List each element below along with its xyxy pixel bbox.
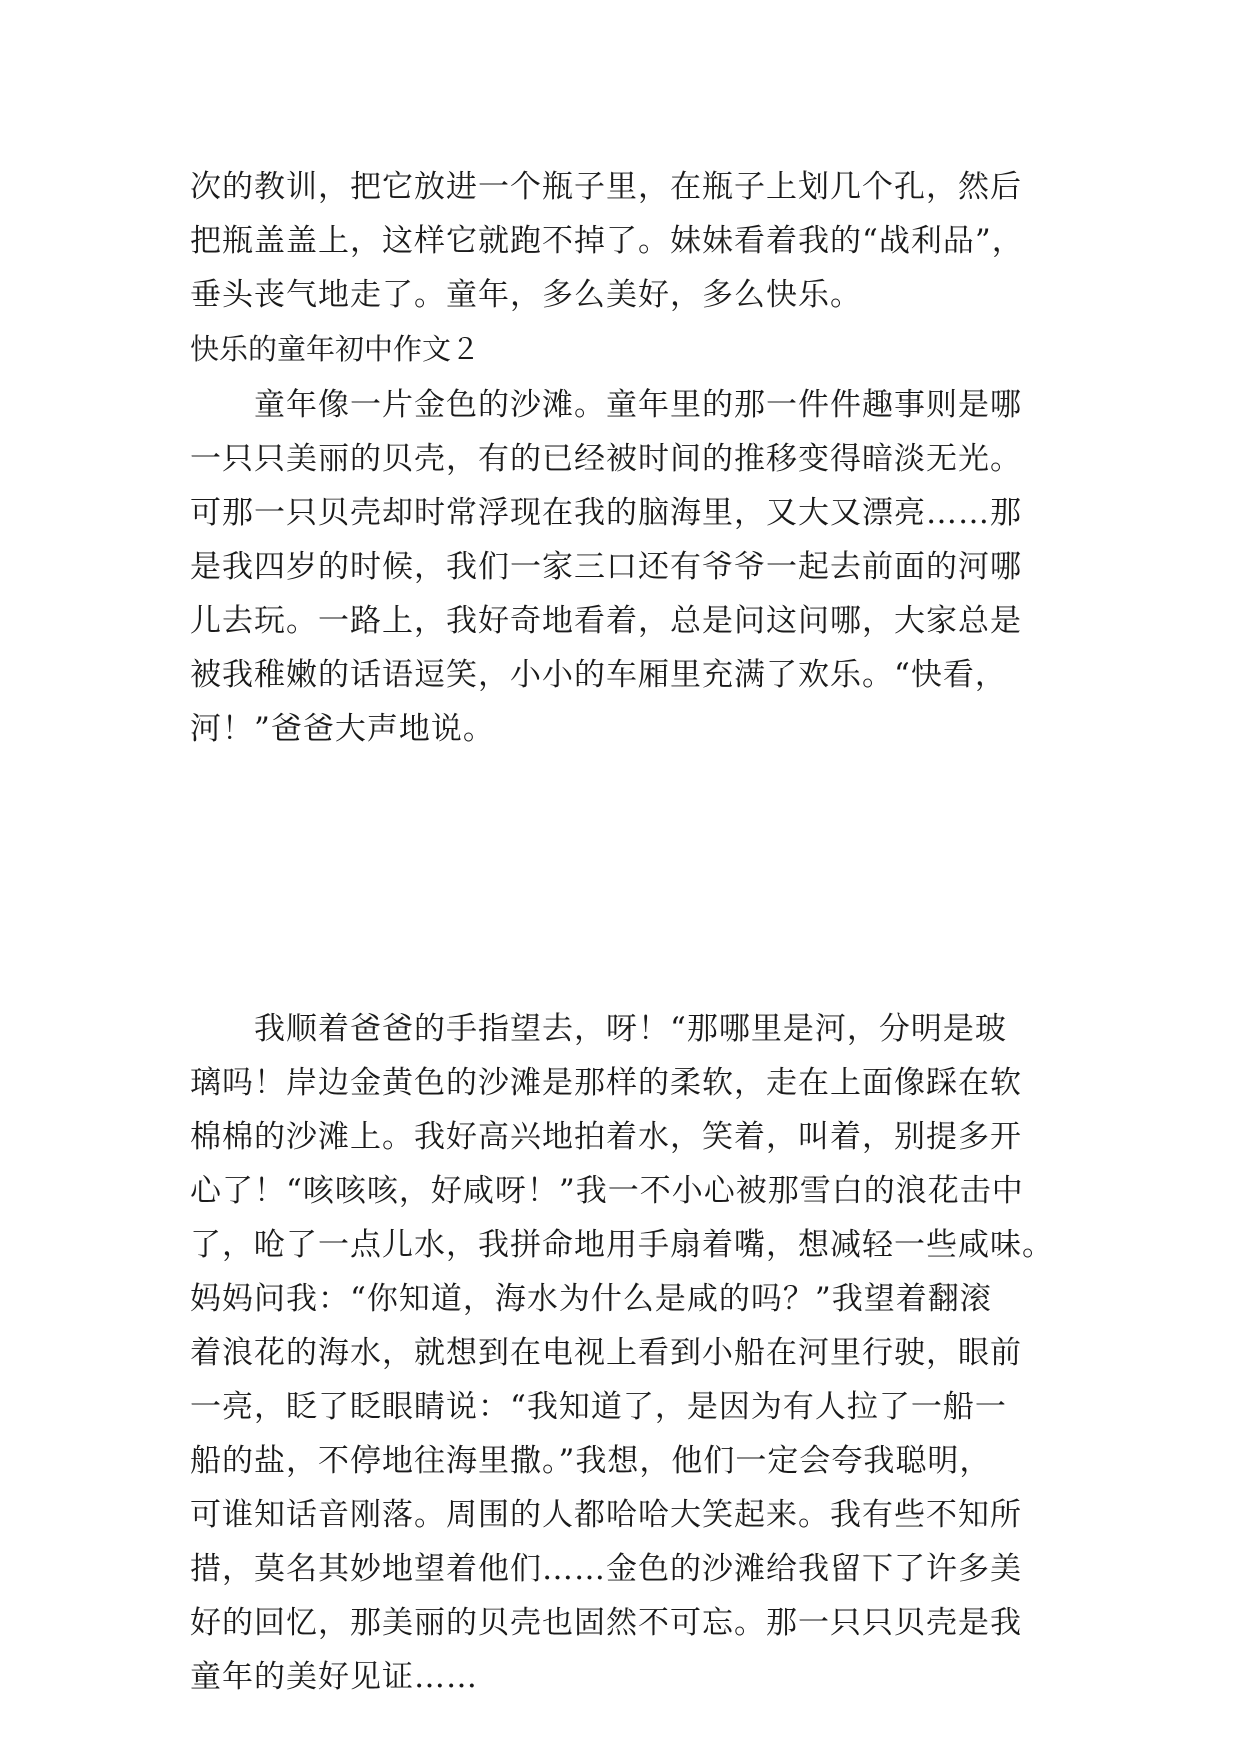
text-line: 妈妈问我：“你知道，海水为什么是咸的吗？”我望着翻滚 (190, 1281, 992, 1317)
text-line: 了，呛了一点儿水，我拼命地用手扇着嘴，想减轻一些咸味。 (190, 1227, 1054, 1263)
text-line: 一只只美丽的贝壳，有的已经被时间的推移变得暗淡无光。 (190, 441, 1022, 477)
text-line: 童年的美好见证…… (190, 1659, 478, 1695)
text-line: 次的教训，把它放进一个瓶子里，在瓶子上划几个孔，然后 (190, 169, 1022, 205)
text-line: 璃吗！岸边金黄色的沙滩是那样的柔软，走在上面像踩在软 (190, 1065, 1022, 1101)
text-line: 我顺着爸爸的手指望去，呀！“那哪里是河，分明是玻 (254, 1011, 1007, 1047)
text-line: 心了！“咳咳咳，好咸呀！”我一不小心被那雪白的浪花击中 (190, 1173, 1024, 1209)
text-line: 把瓶盖盖上，这样它就跑不掉了。妹妹看着我的“战利品”， (190, 223, 1024, 259)
text-line: 是我四岁的时候，我们一家三口还有爷爷一起去前面的河哪 (190, 549, 1022, 585)
text-line: 垂头丧气地走了。童年，多么美好，多么快乐。 (190, 277, 862, 313)
text-line: 一亮，眨了眨眼睛说：“我知道了，是因为有人拉了一船一 (190, 1389, 1007, 1425)
paragraph-1 (190, 378, 1050, 756)
paragraph-2 (190, 1002, 1054, 1704)
text-line: 可谁知话音刚落。周围的人都哈哈大笑起来。我有些不知所 (190, 1497, 1022, 1533)
previous-essay-ending (190, 160, 1050, 376)
text-line: 可那一只贝壳却时常浮现在我的脑海里，又大又漂亮……那 (190, 495, 1022, 531)
section-title: 快乐的童年初中作文２ (190, 332, 481, 366)
text-line: 河！”爸爸大声地说。 (190, 711, 495, 747)
text-line: 好的回忆，那美丽的贝壳也固然不可忘。那一只只贝壳是我 (190, 1605, 1022, 1641)
text-line: 儿去玩。一路上，我好奇地看着，总是问这问哪，大家总是 (190, 603, 1022, 639)
text-line: 被我稚嫩的话语逗笑，小小的车厢里充满了欢乐。“快看， (190, 657, 1007, 693)
text-line: 童年像一片金色的沙滩。童年里的那一件件趣事则是哪 (254, 387, 1022, 423)
text-line: 着浪花的海水，就想到在电视上看到小船在河里行驶，眼前 (190, 1335, 1022, 1371)
text-line: 措，莫名其妙地望着他们……金色的沙滩给我留下了许多美 (190, 1551, 1022, 1587)
text-line: 船的盐，不停地往海里撒。”我想，他们一定会夸我聪明， (190, 1443, 992, 1479)
text-line: 棉棉的沙滩上。我好高兴地拍着水，笑着，叫着，别提多开 (190, 1119, 1022, 1155)
